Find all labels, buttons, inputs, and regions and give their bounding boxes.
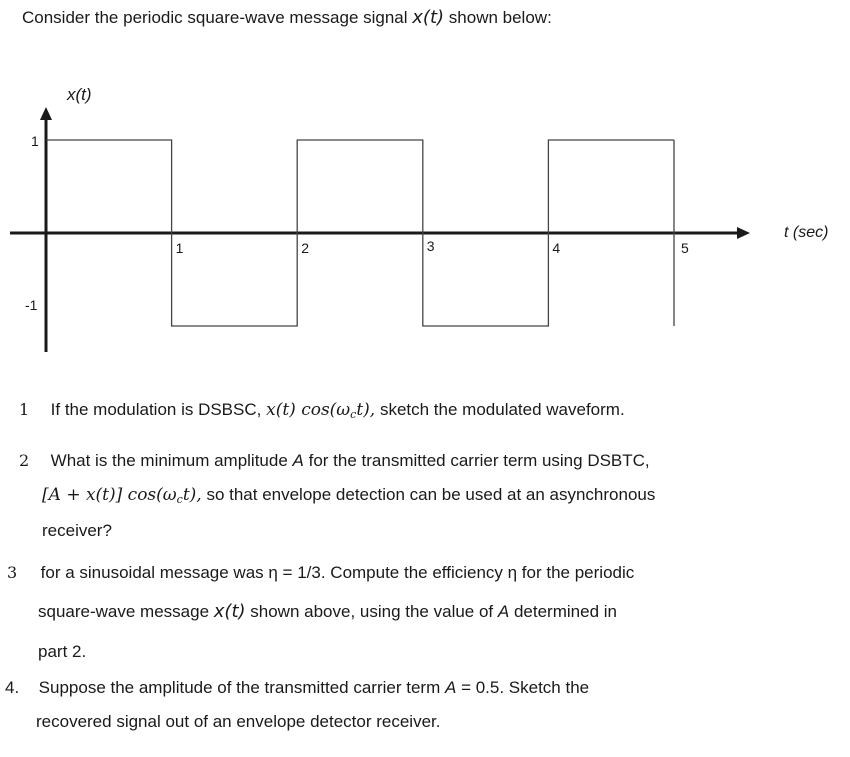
question-2 [19, 451, 650, 471]
intro-text-before: Consider the periodic square-wave message signal [22, 8, 408, 27]
intro-signal: x(t) [412, 7, 445, 28]
x-tick-label: 3 [426, 238, 435, 254]
variable-a: A [292, 451, 304, 470]
question-number: 4. [5, 678, 20, 697]
question-text: What is the minimum amplitude [50, 451, 288, 470]
variable-a: A [444, 678, 457, 697]
x-tick-label: 5 [681, 240, 689, 256]
question-2-line-2 [42, 485, 655, 506]
question-3-line-2 [38, 601, 617, 622]
question-text: shown above, using the value of [250, 602, 494, 621]
question-text: If the modulation is DSBSC, [50, 400, 262, 419]
y-tick-label: 1 [31, 133, 39, 149]
x-tick-label: 4 [552, 240, 561, 256]
y-axis-label: x(t) [67, 85, 92, 104]
question-4 [5, 678, 589, 698]
question-text: Suppose the amplitude of the transmitted carrier term [38, 678, 441, 697]
question-1 [19, 400, 625, 421]
x-tick-label: 1 [175, 240, 184, 256]
x-axis-label: t (sec) [784, 224, 829, 241]
question-text: square-wave message [38, 602, 210, 621]
question-number: 1 [19, 400, 30, 419]
question-text: sketch the modulated waveform. [379, 400, 625, 419]
y-tick-label: -1 [25, 297, 38, 313]
question-number: 3 [7, 563, 18, 582]
question-2-line-3: receiver? [42, 521, 112, 540]
question-3 [7, 563, 634, 583]
question-text: for a sinusoidal message was η = 1/3. Compute the efficiency η for the periodic [40, 563, 635, 582]
question-text: = 0.5. Sketch the [461, 678, 590, 697]
question-4-line-2: recovered signal out of an envelope detector receiver. [36, 712, 441, 731]
math-expression: x(t) $\cos(\omega_ct)$, [266, 400, 376, 421]
x-axis-arrowhead [737, 227, 750, 239]
signal-symbol: x(t) [213, 601, 246, 622]
question-text: so that envelope detection can be used at an asynchronous [206, 485, 656, 504]
question-3-line-3: part 2. [38, 642, 87, 661]
y-axis-arrowhead [40, 107, 52, 120]
math-expression: [A + x(t)] $\cos(\omega_ct)$, [42, 485, 202, 506]
variable-a: A [497, 602, 510, 621]
question-text: for the transmitted carrier term using DSBTC, [308, 451, 650, 470]
question-number: 2 [19, 451, 30, 470]
intro-text-after: shown below: [448, 8, 552, 27]
question-text: determined in [513, 602, 617, 621]
x-tick-label: 2 [301, 240, 309, 256]
